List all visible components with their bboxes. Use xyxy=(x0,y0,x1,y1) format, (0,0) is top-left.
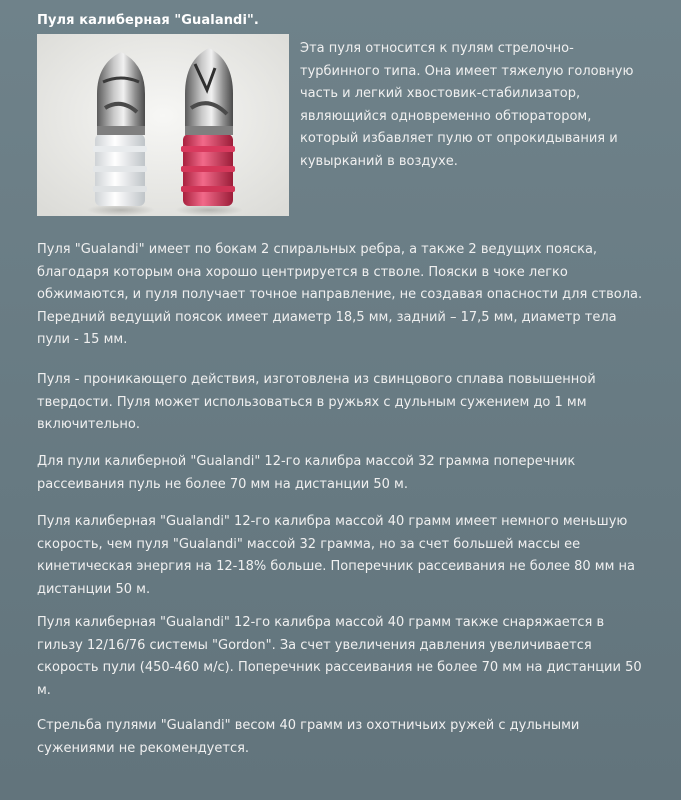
paragraph-ribs: Пуля "Gualandi" имеет по бокам 2 спиральных ребра, а также 2 ведущих пояска, благодаря которым она хорошо центрируется в стволе. Пояски в чоке легко обжимаются, и пуля получает точное направление, не создавая опасности для ствола. Передний ведущий поясок имеет диаметр 18,5 мм, задний – 17,5 мм, диаметр тела пули - 15 мм. xyxy=(37,242,643,347)
bullets-illustration xyxy=(37,34,289,216)
paragraph-40g: Пуля калиберная "Gualandi" 12-го калибра массой 40 грамм имеет немного меньшую скорость, чем пуля "Gualandi" массой 32 грамма, но за счет большей массы ее кинетическая энергия на 12-18% больше. Поперечник рассеивания не более 80 мм на дистанции 50 м. xyxy=(37,514,635,597)
paragraph-gordon: Пуля калиберная "Gualandi" 12-го калибра массой 40 грамм также снаряжается в гильзу 12/16/76 системы "Gordon". За счет увеличения давления увеличивается скорость пули (450-460 м/с). Поперечник рассеивания не более 70 мм на дистанции 50 м. xyxy=(37,615,642,698)
paragraph-warning: Стрельба пулями "Gualandi" весом 40 грамм из охотничьих ружей с дульными сужениями не рекомендуется. xyxy=(37,718,580,756)
article-title: Пуля калиберная "Gualandi". xyxy=(37,13,259,28)
bullets-photo xyxy=(37,34,289,216)
paragraph-material: Пуля - проникающего действия, изготовлена из свинцового сплава повышенной твердости. Пуля может использоваться в ружьях с дульным сужением до 1 мм включительно. xyxy=(37,372,596,432)
paragraph-32g: Для пули калиберной "Gualandi" 12-го калибра массой 32 грамма поперечник рассеивания пуль не более 70 мм на дистанции 50 м. xyxy=(37,454,576,492)
intro-paragraph: Эта пуля относится к пулям стрелочно-турбинного типа. Она имеет тяжелую головную часть и легкий хвостовик-стабилизатор, являющийся одновременно обтюратором, который избавляет пулю от опрокидывания и кувырканий в воздухе. xyxy=(300,41,634,169)
